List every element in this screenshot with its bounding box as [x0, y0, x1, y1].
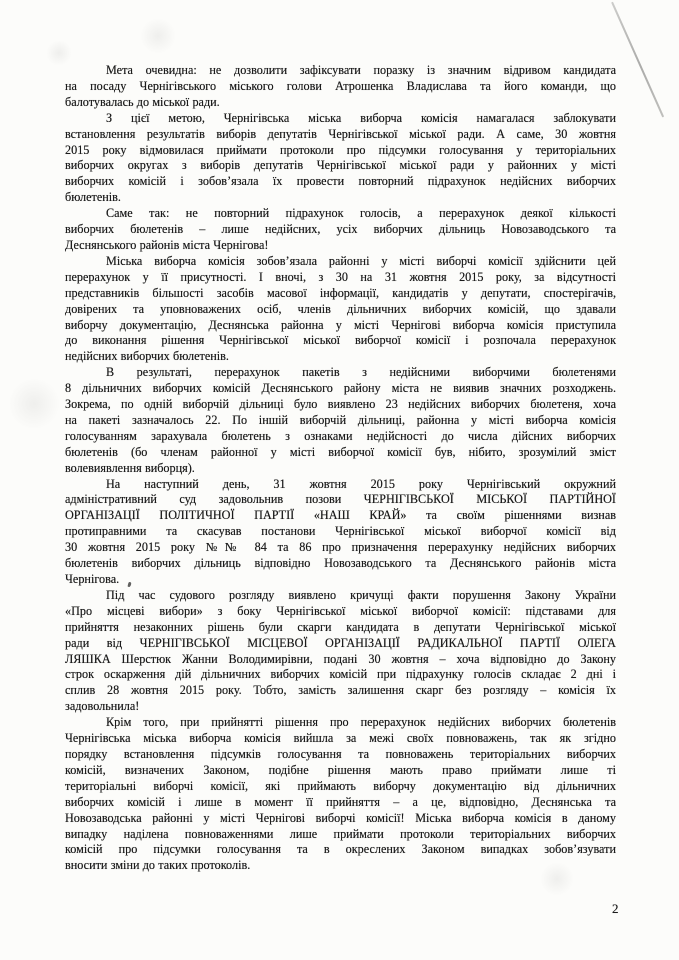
- text-line: протиправними та скасував постанови Чернігівської міської виборчої комісії від: [65, 524, 616, 539]
- paragraph: [65, 63, 616, 111]
- text-line: Мета очевидна: не дозволити зафіксувати поразку із значним відривом кандидата: [106, 63, 616, 77]
- text-line: 8 дільничних виборчих комісій Деснянського району міста не виявив значних розходжень.: [65, 381, 616, 396]
- text-line: виборчих комісій і зобов’язала їх провести повторний підрахунок недійсних виборчих: [65, 174, 616, 189]
- text-line: на пакеті зазначалось 22. По іншій виборчій дільниці, районна у місті виборча комісія: [65, 412, 616, 427]
- text-line: «Про місцеві вибори» з боку Чернігівської міської виборчої комісії: підставами для: [65, 603, 616, 618]
- text-line: бюлетенів виборчих дільниць відповідно Новозаводського та Деснянського районів міста: [65, 556, 616, 571]
- scan-smudge: [8, 378, 60, 430]
- text-line: ради від ЧЕРНІГІВСЬКОЇ МІСЦЕВОЇ ОРГАНІЗАЦІЇ РАДИКАЛЬНОЇ ПАРТІЇ ОЛЕГА: [65, 635, 616, 650]
- text-line: на посаду Чернігівського міського голови Атрошенка Владислава та його команди, що: [65, 78, 616, 93]
- text-line: задовольнила!: [65, 699, 140, 714]
- text-line: ОРГАНІЗАЦІЇ ПОЛІТИЧНОЇ ПАРТІЇ «НАШ КРАЙ» та своїм рішеннями визнав: [65, 508, 616, 523]
- text-line: територіальні виборчі комісії, які приймають виборчу документацію від дільничних: [65, 778, 616, 793]
- paragraph: [65, 588, 616, 715]
- text-line: Деснянського районів міста Чернігова!: [65, 237, 269, 252]
- paragraph: [65, 365, 616, 476]
- document-text-block: [65, 63, 616, 874]
- text-line: Міська виборча комісія зобов’язала районні у місті виборчі комісії здійснити цей: [106, 253, 616, 268]
- text-line: до виконання рішення Чернігівської міської виборчої комісії і розпочала перерахунок: [65, 333, 616, 348]
- text-line: В результаті, перерахунок пакетів з недійсними виборчими бюлетенями: [106, 365, 616, 380]
- text-line: комісій, визначених Законом, подібне рішення мають право приймати лише ті: [65, 762, 616, 777]
- text-line: З цієї метою, Чернігівська міська виборча комісія намагалася заблокувати: [106, 110, 616, 125]
- text-line: бюлетенів (бо членам районної у місті виборчої комісії був, нібито, зрозумілий зміст: [65, 444, 616, 459]
- text-line: порядку встановлення підсумків голосування та повноважень територіальних виборчих: [65, 746, 616, 761]
- text-line: 30 жовтня 2015 року №№ 84 та 86 про призначення перерахунку недійсних виборчих: [65, 540, 616, 555]
- pen-scratch-mark: [611, 2, 664, 118]
- text-line: Під час судового розгляду виявлено кричущі факти порушення Закону України: [106, 587, 616, 602]
- text-line: вносити зміни до таких протоколів.: [65, 858, 251, 873]
- text-line: довірених та уповноважених осіб, членів дільничних виборчих комісій, що здавали: [65, 301, 616, 316]
- text-line: сплив 28 жовтня 2015 року. Тобто, замість залишення скарг без розгляду – комісія їх: [65, 683, 616, 698]
- text-line: виборчих округах з виборів депутатів Чернігівської міської ради у районних у місті: [65, 158, 616, 173]
- text-line: представників більшості засобів масової інформації, кандидатів у депутати, спостерігачів,: [65, 285, 616, 300]
- text-line: 2015 року відмовилася приймати протоколи про підсумки голосування у територіальних: [65, 142, 616, 157]
- paragraph: [65, 254, 616, 365]
- text-line: бюлетенів.: [65, 190, 121, 205]
- text-line: випадку наділена повноваженнями лише приймати протоколи територіальних виборчих: [65, 826, 616, 841]
- paragraph: [65, 715, 616, 874]
- text-line: Чернігова.: [65, 572, 120, 586]
- text-line: недійсних виборчих бюлетенів.: [65, 349, 229, 364]
- text-line: волевиявлення виборця).: [65, 460, 195, 475]
- text-line: встановлення результатів виборів депутатів Чернігівської міської ради. А саме, 30 жовтня: [65, 126, 616, 141]
- text-line: Чернігівська міська виборча комісія вийшла за межі своїх повноважень, так як згідно: [65, 731, 616, 746]
- paragraph: [65, 206, 616, 254]
- text-line: адміністративний суд задовольнив позови ЧЕРНІГІВСЬКОЇ МІСЬКОЇ ПАРТІЙНОЇ: [65, 492, 616, 507]
- text-line: перерахунок у її присутності. І вночі, з 30 на 31 жовтня 2015 року, за відсутності: [65, 269, 616, 284]
- paragraph: [65, 111, 616, 206]
- text-line: Крім того, при прийнятті рішення про перерахунок недійсних виборчих бюлетенів: [106, 715, 616, 730]
- text-line: виборчу документацію, Деснянська районна у місті Чернігові виборча комісія приступила: [65, 317, 616, 332]
- text-line: ЛЯШКА Шерстюк Жанни Володимирівни, подані 30 жовтня – хоча відповідно до Закону: [65, 651, 616, 666]
- text-line: На наступний день, 31 жовтня 2015 року Чернігівський окружний: [106, 476, 616, 491]
- scan-smudge: [140, 18, 176, 54]
- text-line: виборчих комісій і лише в момент її прийняття – а це, відповідно, Деснянська та: [65, 794, 616, 809]
- page-number: 2: [612, 901, 619, 916]
- text-line: строк оскарження дій дільничних виборчих комісій при підрахунку голосів складає 2 дні і: [65, 667, 616, 682]
- text-line: Зокрема, по одній виборчій дільниці було виявлено 23 недійсних виборчих бюлетеня, хоча: [65, 397, 616, 412]
- text-line: виборчих бюлетенів – лише недійсних, усіх виборчих дільниць Новозаводського та: [65, 222, 616, 237]
- text-line: Саме так: не повторний підрахунок голосів, а перерахунок деякої кількості: [106, 206, 616, 221]
- text-line: прийняття незаконних рішень були скарги кандидата в депутати Чернігівської міської: [65, 619, 616, 634]
- text-line: балотувалась до міської ради.: [65, 94, 220, 109]
- paragraph: [65, 477, 616, 588]
- text-line: голосуванням зарахувала бюлетень з ознаками недійсності до числа дійсних виборчих: [65, 428, 616, 443]
- text-line: комісій про підсумки голосування та в окреслених Законом випадках зобов’язувати: [65, 842, 616, 857]
- text-line: Новозаводська районні у місті Чернігові виборчі комісії! Міська виборча комісія в даному: [65, 810, 616, 825]
